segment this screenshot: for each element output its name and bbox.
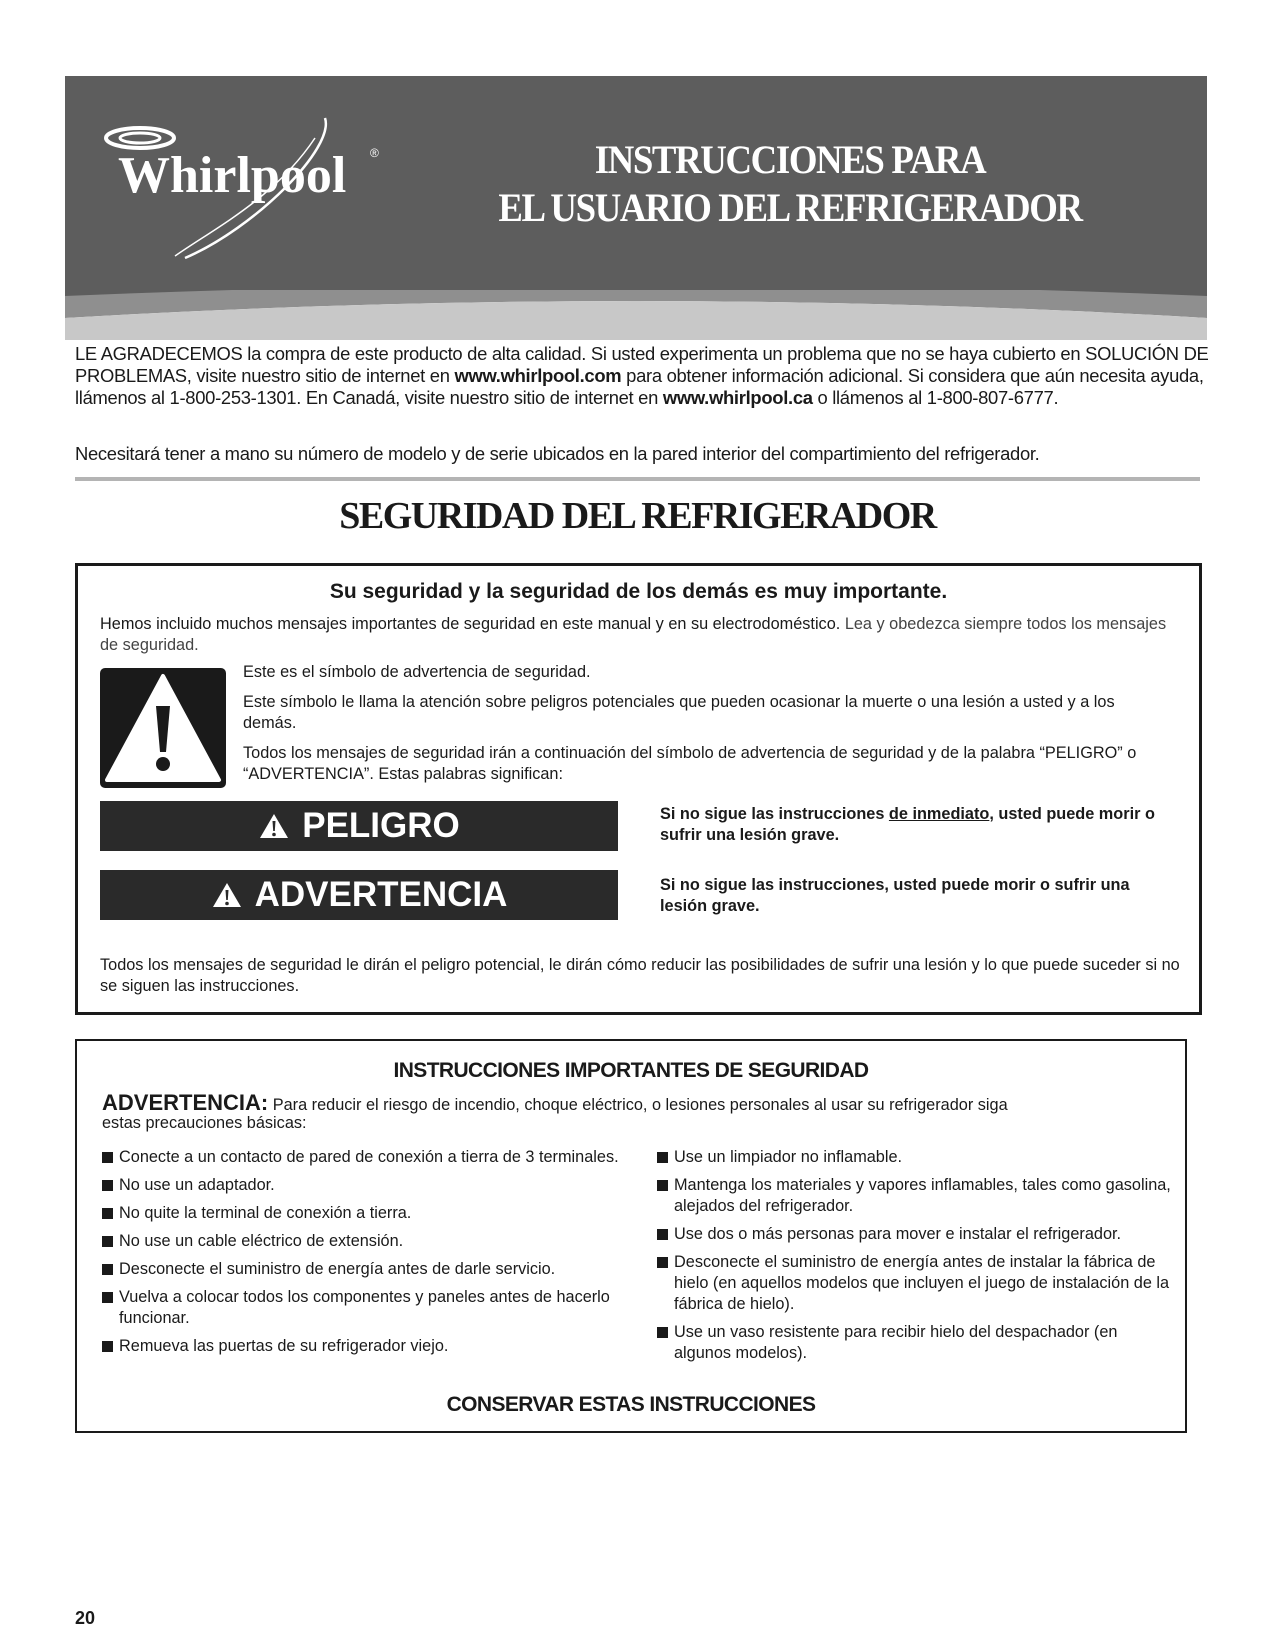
safety-box: [75, 563, 1202, 1015]
title-line-2: EL USUARIO DEL REFRIGERADOR: [498, 185, 1082, 230]
warning-description: Si no sigue las instrucciones, usted puede morir o sufrir una lesión grave.: [660, 876, 1130, 915]
link-whirlpool-ca[interactable]: www.whirlpool.ca: [662, 387, 813, 408]
instructions-box: [75, 1039, 1187, 1433]
list-item: Mantenga los materiales y vapores inflamables, tales como gasolina, alejados del refrigerador.: [657, 1175, 1177, 1217]
safety-heading: Su seguridad y la seguridad de los demás es muy importante.: [329, 580, 948, 603]
brand-name: Whirlpool: [118, 147, 347, 204]
intro-paragraph: [75, 343, 1215, 409]
warning-alert-icon: [211, 881, 243, 909]
precautions-list-left: [102, 1147, 622, 1364]
divider: [75, 477, 1200, 481]
danger-signal-banner: [100, 801, 618, 851]
danger-label: PELIGRO: [302, 806, 460, 845]
danger-alert-icon: [258, 812, 290, 840]
safety-intro: [100, 614, 1180, 656]
page-number: 20: [75, 1608, 96, 1628]
instructions-footer: CONSERVAR ESTAS INSTRUCCIONES: [446, 1393, 816, 1416]
document-title: [459, 136, 1121, 232]
list-item: Conecte a un contacto de pared de conexión a tierra de 3 terminales.: [102, 1147, 622, 1168]
precautions-list-right: [657, 1147, 1177, 1371]
instructions-heading: INSTRUCCIONES IMPORTANTES DE SEGURIDAD: [393, 1059, 869, 1082]
list-item: Use un vaso resistente para recibir hielo del despachador (en algunos modelos).: [657, 1322, 1177, 1364]
safety-alert-triangle-icon: [100, 668, 226, 788]
list-item: Vuelva a colocar todos los componentes y paneles antes de hacerlo funcionar.: [102, 1287, 622, 1329]
intro-text-a: LE AGRADECEMOS la compra de este producto de alta calidad. Si usted experimenta un problema que no se haya cubierto en SOLUCIÓN DE PROBLEMAS, visite nuestro sitio de internet en: [75, 343, 1209, 386]
symbol-explanation: [243, 662, 1163, 794]
model-number-note: Necesitará tener a mano su número de modelo y de serie ubicados en la pared interior del compartimiento del refrigerador.: [75, 443, 1040, 464]
list-item: No quite la terminal de conexión a tierra.: [102, 1203, 622, 1224]
intro-text-c: o llámenos al 1-800-807-6777.: [812, 387, 1059, 408]
list-item: Use un limpiador no inflamable.: [657, 1147, 1177, 1168]
list-item: Desconecte el suministro de energía antes de darle servicio.: [102, 1259, 622, 1280]
warning-label: ADVERTENCIA: [254, 875, 508, 914]
safety-footer: Todos los mensajes de seguridad le dirán el peligro potencial, le dirán cómo reducir las posibilidades de sufrir una lesión y lo que puede suceder si no se siguen las instrucciones.: [100, 956, 1180, 995]
instructions-warning: [102, 1090, 1182, 1115]
list-item: No use un cable eléctrico de extensión.: [102, 1231, 622, 1252]
symbol-line-1: Este es el símbolo de advertencia de seguridad.: [243, 663, 591, 681]
warning-keyword: ADVERTENCIA:: [102, 1090, 269, 1115]
banner-wave-decoration: [65, 290, 1207, 340]
section-title: SEGURIDAD DEL REFRIGERADOR: [339, 495, 936, 537]
warning-text: Para reducir el riesgo de incendio, choque eléctrico, o lesiones personales al usar su refrigerador siga: [268, 1096, 1008, 1114]
danger-desc-b: , usted puede morir o sufrir una lesión grave.: [660, 805, 1155, 844]
danger-desc-a: Si no sigue las instrucciones: [660, 805, 889, 823]
list-item: Desconecte el suministro de energía antes de instalar la fábrica de hielo (en aquellos modelos que incluyen el juego de instalación de la fábrica de hielo).: [657, 1252, 1177, 1315]
symbol-line-2: Este símbolo le llama la atención sobre peligros potenciales que pueden ocasionar la muerte o una lesión a usted y a los demás.: [243, 693, 1115, 732]
link-whirlpool-com[interactable]: www.whirlpool.com: [454, 365, 622, 386]
intro-text-b: para obtener información adicional. Si considera que aún necesita ayuda, llámenos al 1-800-253-1301. En Canadá, visite nuestro sitio de internet en: [75, 365, 1204, 408]
list-item: No use un adaptador.: [102, 1175, 622, 1196]
danger-description: [660, 804, 1180, 846]
registered-mark: ®: [370, 146, 379, 160]
danger-desc-emphasis: de inmediato: [888, 805, 990, 823]
symbol-line-3: Todos los mensajes de seguridad irán a continuación del símbolo de advertencia de seguridad y de la palabra “PELIGRO” o “ADVERTENCIA”. Estas palabras significan:: [243, 744, 1137, 783]
safety-intro-b: Lea y obedezca siempre todos los mensajes de seguridad.: [100, 615, 1167, 654]
title-line-1: INSTRUCCIONES PARA: [594, 137, 986, 182]
warning-signal-banner: [100, 870, 618, 920]
safety-intro-a: Hemos incluido muchos mensajes importantes de seguridad en este manual y en su electrodoméstico.: [100, 615, 845, 633]
list-item: Remueva las puertas de su refrigerador viejo.: [102, 1336, 622, 1357]
list-item: Use dos o más personas para mover e instalar el refrigerador.: [657, 1224, 1177, 1245]
warning-text-continued: estas precauciones básicas:: [102, 1114, 307, 1132]
